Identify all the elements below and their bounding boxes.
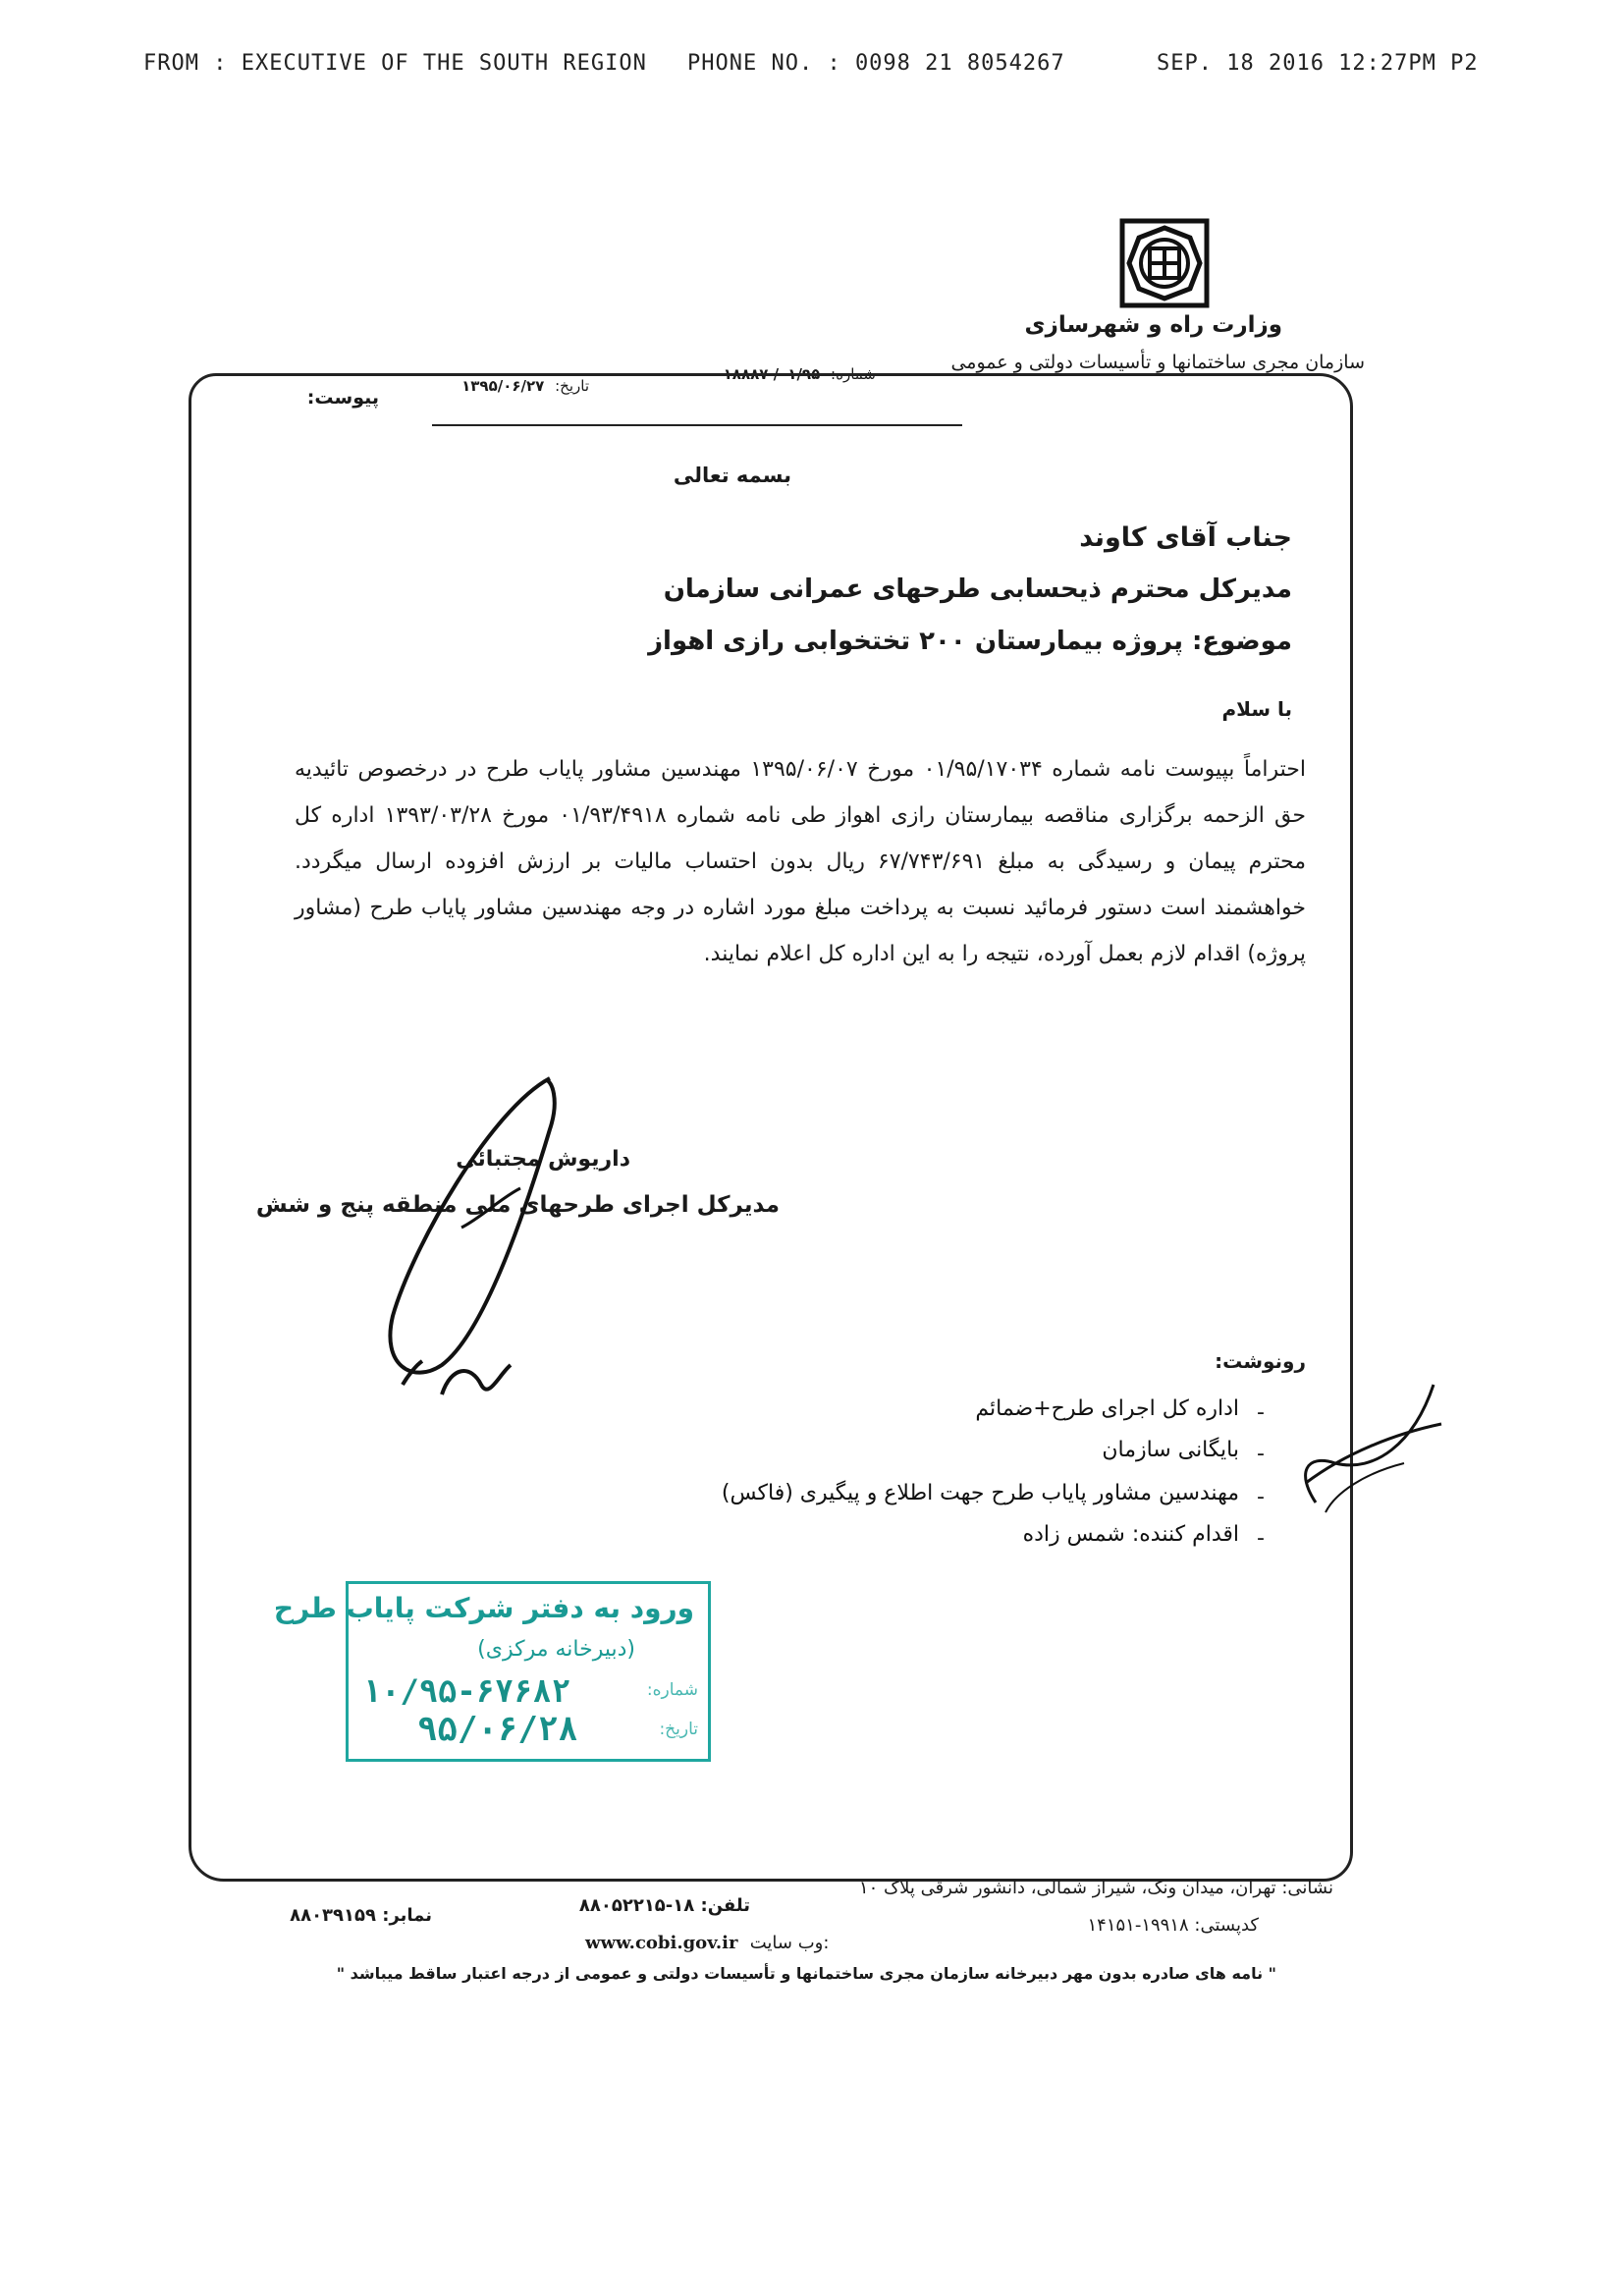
stamp-date-label: تاریخ: — [659, 1720, 698, 1739]
fax-datetime: SEP. 18 2016 12:27PM P2 — [1157, 51, 1479, 76]
letter-number-label: شماره: — [831, 365, 876, 383]
footer-website-row — [585, 1933, 829, 1953]
signer-title: مدیرکل اجرای طرحهای ملی منطقه پنج و شش — [255, 1192, 780, 1218]
ministry-name: وزارت راه و شهرسازی — [1024, 312, 1282, 338]
fax-header — [0, 51, 1624, 90]
stamp-number-label: شماره: — [646, 1680, 698, 1700]
footer-website[interactable]: www.cobi.gov.ir — [585, 1933, 738, 1953]
letter-number-value: ۰۱/۹۵/ ۱۸۸۸۷ — [723, 365, 821, 383]
cc-item: مهندسین مشاور پایاب طرح جهت اطلاع و پیگیری (فاکس) — [721, 1481, 1239, 1505]
registration-stamp — [273, 1581, 711, 1762]
attachment-label: پیوست: — [306, 387, 379, 409]
letter-body: احتراماً بپیوست نامه شماره ۰۱/۹۵/۱۷۰۳۴ مورخ ۱۳۹۵/۰۶/۰۷ مهندسین مشاور پایاب طرح در درخصوص تائیدیه حق الزحمه برگزاری مناقصه بیمارستان رازی اهواز طی نامه شماره ۰۱/۹۳/۴۹۱۸ مورخ ۱۳۹۳/۰۳/۲۸ اداره کل محترم پیمان و رسیدگی به مبلغ ۶۷/۷۴۳/۶۹۱ ریال بدون احتساب مالیات بر ارزش افزوده ارسال میگردد. خواهشمند است دستور فرمائید نسبت به پرداخت مبلغ مورد اشاره در وجه مهندسین مشاور پایاب طرح (مشاور پروژه) اقدام لازم بعمل آورده، نتیجه را به این اداره کل اعلام نمایند. — [295, 757, 1307, 966]
cc-bullet: - — [1257, 1400, 1265, 1425]
greeting: با سلام — [1221, 697, 1292, 721]
cc-bullet: - — [1257, 1485, 1265, 1509]
letter-date-value: ۱۳۹۵/۰۶/۲۷ — [461, 377, 545, 395]
cc-bullet: - — [1257, 1526, 1265, 1551]
footer-address: نشانی: تهران، میدان ونک، شیراز شمالی، دانشور شرقی پلاک ۱۰ — [858, 1878, 1333, 1898]
ministry-logo-icon — [1119, 218, 1210, 308]
handwritten-signature-icon — [373, 1070, 805, 1424]
recipient-title: مدیرکل محترم ذیحسابی طرحهای عمرانی سازمان — [663, 574, 1292, 604]
cc-item: اداره کل اجرای طرح+ضمائم — [975, 1396, 1239, 1421]
fax-phone: PHONE NO. : 0098 21 8054267 — [687, 51, 1065, 76]
letter-subject: موضوع: پروژه بیمارستان ۲۰۰ تختخوابی رازی اهواز — [648, 627, 1292, 656]
stamp-subtitle: (دبیرخانه مرکزی) — [477, 1637, 635, 1662]
cc-item: بایگانی سازمان — [1102, 1438, 1239, 1462]
footer-website-label: وب سایت: — [749, 1933, 830, 1953]
footer-postal-code: کدپستی: ۱۹۹۱۸-۱۴۱۵۱ — [1087, 1915, 1259, 1936]
header-divider — [432, 424, 962, 426]
stamp-number-value: ۱۰/۹۵-۶۷۶۸۲ — [362, 1672, 570, 1710]
stamp-title: ورود به دفتر شرکت پایاب طرح — [273, 1592, 694, 1624]
cc-bullet: - — [1257, 1442, 1265, 1466]
cc-item: اقدام کننده: شمس زاده — [1022, 1522, 1239, 1547]
invocation: بسمه تعالی — [673, 464, 791, 487]
fax-from: FROM : EXECUTIVE OF THE SOUTH REGION — [143, 51, 647, 76]
organization-name: سازمان مجری ساختمانها و تأسیسات دولتی و عمومی — [950, 352, 1365, 373]
footer-fax: نمابر: ۸۸۰۳۹۱۵۹ — [290, 1905, 432, 1926]
letter-date-label: تاریخ: — [555, 377, 589, 395]
footer-notice: " نامه های صادره بدون مهر دبیرخانه سازمان مجری ساختمانها و تأسیسات دولتی و عمومی از درجه اعتبار ساقط میباشد " — [336, 1964, 1276, 1983]
signer-name: داریوش مجتبائی — [456, 1147, 630, 1172]
recipient-name: جناب آقای کاوند — [1079, 522, 1292, 553]
initial-signature-icon — [1276, 1365, 1443, 1532]
footer-phone: تلفن: ۱۸-۸۸۰۵۲۲۱۵ — [578, 1895, 750, 1916]
stamp-date-value: ۹۵/۰۶/۲۸ — [417, 1710, 578, 1749]
cc-heading: رونوشت: — [1215, 1349, 1306, 1373]
